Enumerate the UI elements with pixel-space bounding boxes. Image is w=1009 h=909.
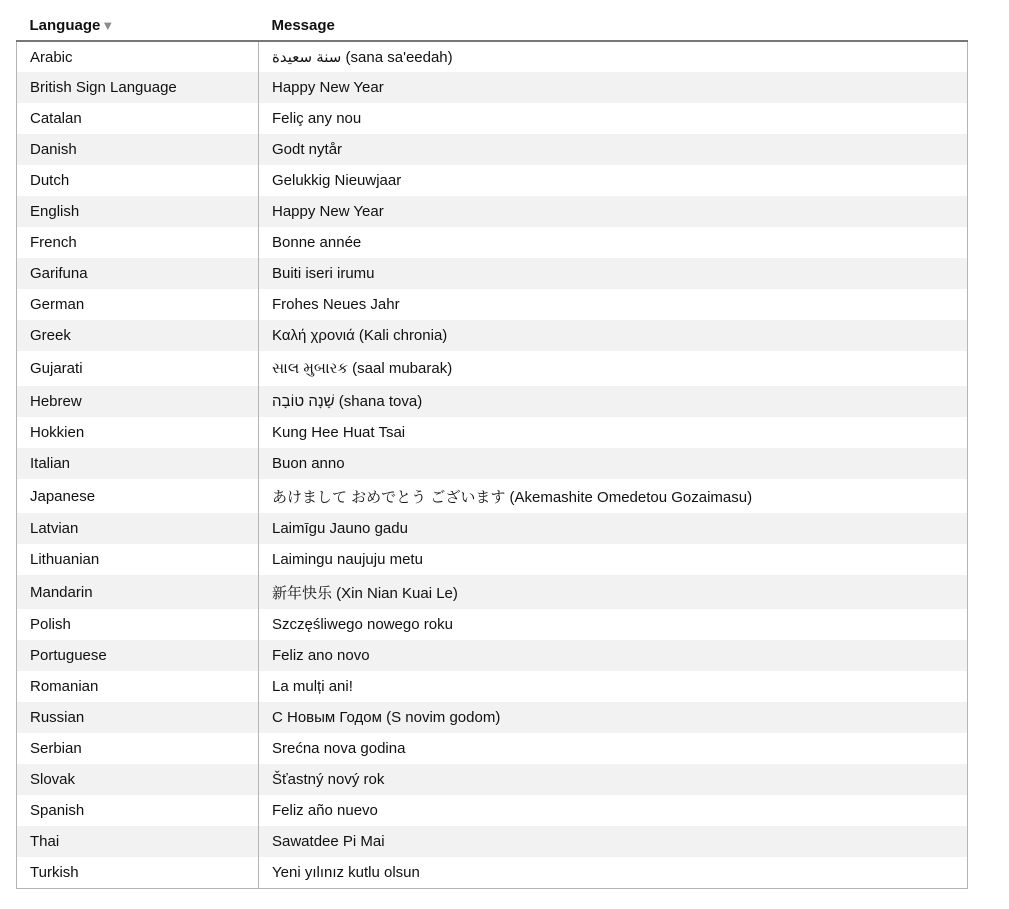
language-cell: Turkish	[17, 857, 259, 888]
language-cell: Gujarati	[17, 351, 259, 386]
message-cell: Godt nytår	[259, 134, 968, 165]
language-cell: Portuguese	[17, 640, 259, 671]
table-row	[17, 227, 968, 258]
message-cell: Καλή χρονιά (Kali chronia)	[259, 320, 968, 351]
message-cell: Laimingu naujuju metu	[259, 544, 968, 575]
table-row	[17, 196, 968, 227]
message-cell: Srećna nova godina	[259, 733, 968, 764]
language-cell: Greek	[17, 320, 259, 351]
table-row	[17, 826, 968, 857]
message-cell: Gelukkig Nieuwjaar	[259, 165, 968, 196]
language-cell: French	[17, 227, 259, 258]
table-row	[17, 351, 968, 386]
language-cell: British Sign Language	[17, 72, 259, 103]
language-cell: Serbian	[17, 733, 259, 764]
language-cell: Danish	[17, 134, 259, 165]
message-cell: Happy New Year	[259, 196, 968, 227]
table-body	[17, 41, 968, 888]
language-cell: Latvian	[17, 513, 259, 544]
message-cell: Sawatdee Pi Mai	[259, 826, 968, 857]
message-cell: Frohes Neues Jahr	[259, 289, 968, 320]
language-cell: Lithuanian	[17, 544, 259, 575]
table-row	[17, 575, 968, 609]
message-cell: Feliç any nou	[259, 103, 968, 134]
table-row	[17, 320, 968, 351]
language-cell: Catalan	[17, 103, 259, 134]
language-cell: German	[17, 289, 259, 320]
language-cell: Arabic	[17, 41, 259, 72]
message-cell: La mulți ani!	[259, 671, 968, 702]
column-header-message[interactable]	[259, 10, 968, 41]
table-row	[17, 733, 968, 764]
table-row	[17, 289, 968, 320]
language-cell: Hebrew	[17, 386, 259, 417]
table-row	[17, 702, 968, 733]
column-header-language[interactable]	[17, 10, 259, 41]
message-cell: Feliz año nuevo	[259, 795, 968, 826]
message-cell: あけまして おめでとう ございます (Akemashite Omedetou Gozaimasu)	[259, 479, 968, 513]
message-cell: Happy New Year	[259, 72, 968, 103]
language-cell: English	[17, 196, 259, 227]
language-cell: Russian	[17, 702, 259, 733]
sort-descending-icon[interactable]: ▼	[101, 17, 115, 33]
message-cell: Bonne année	[259, 227, 968, 258]
language-cell: Slovak	[17, 764, 259, 795]
table-row	[17, 640, 968, 671]
language-cell: Mandarin	[17, 575, 259, 609]
message-cell: Šťastný nový rok	[259, 764, 968, 795]
table-row	[17, 764, 968, 795]
greetings-table-container	[16, 10, 967, 889]
language-cell: Polish	[17, 609, 259, 640]
message-cell: Buiti iseri irumu	[259, 258, 968, 289]
column-header-language-label: Language	[29, 16, 101, 34]
table-row	[17, 513, 968, 544]
message-cell: سنة سعيدة (sana sa'eedah)	[259, 41, 968, 72]
message-cell: Kung Hee Huat Tsai	[259, 417, 968, 448]
message-cell: Buon anno	[259, 448, 968, 479]
table-row	[17, 795, 968, 826]
table-row	[17, 417, 968, 448]
table-row	[17, 72, 968, 103]
message-cell: Laimīgu Jauno gadu	[259, 513, 968, 544]
language-cell: Thai	[17, 826, 259, 857]
table-header	[17, 10, 968, 41]
message-cell: Yeni yılınız kutlu olsun	[259, 857, 968, 888]
table-row	[17, 165, 968, 196]
message-cell: 新年快乐 (Xin Nian Kuai Le)	[259, 575, 968, 609]
language-cell: Romanian	[17, 671, 259, 702]
language-cell: Hokkien	[17, 417, 259, 448]
language-cell: Garifuna	[17, 258, 259, 289]
header-row	[17, 10, 968, 41]
table-row	[17, 857, 968, 888]
message-cell: સાલ મુબારક (saal mubarak)	[259, 351, 968, 386]
language-cell: Spanish	[17, 795, 259, 826]
language-cell: Dutch	[17, 165, 259, 196]
language-cell: Italian	[17, 448, 259, 479]
table-row	[17, 479, 968, 513]
message-cell: Feliz ano novo	[259, 640, 968, 671]
table-row	[17, 134, 968, 165]
message-cell: שָׁנָה טוֹבָה (shana tova)	[259, 386, 968, 417]
table-row	[17, 386, 968, 417]
table-row	[17, 448, 968, 479]
table-row	[17, 103, 968, 134]
column-header-message-label: Message	[271, 16, 335, 34]
table-row	[17, 258, 968, 289]
message-cell: С Новым Годом (S novim godom)	[259, 702, 968, 733]
greetings-table	[16, 10, 968, 889]
table-row	[17, 609, 968, 640]
language-cell: Japanese	[17, 479, 259, 513]
message-cell: Szczęśliwego nowego roku	[259, 609, 968, 640]
table-row	[17, 41, 968, 72]
table-row	[17, 544, 968, 575]
table-row	[17, 671, 968, 702]
